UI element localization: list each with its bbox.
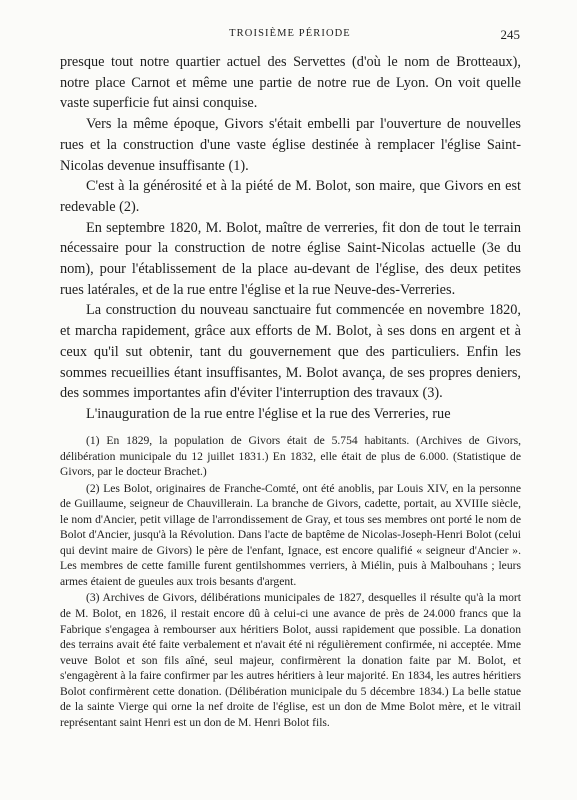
footnote: (1) En 1829, la population de Givors était de 5.754 habitants. (Archives de Givors, délibération municipale du 12 juillet 1831.) En 1832, elle était de plus de 6.000. (Statistique de Givors, par le docteur Brachet.) [60, 434, 521, 479]
paragraph: En septembre 1820, M. Bolot, maître de verreries, fit don de tout le terrain nécessaire pour la construction de notre église Saint-Nicolas actuelle (3e du nom), pour l'établissement de la place au-devant de l'église, des deux petites rues latérales, et de la rue entre l'église et la rue Neuve-des-Verreries. [60, 219, 521, 298]
paragraph: presque tout notre quartier actuel des Servettes (d'où le nom de Brotteaux), notre place Carnot et même une partie de notre rue de Lyon. On voit quelle vaste superficie fut ainsi conquise. [60, 54, 521, 112]
running-title: TROISIÈME PÉRIODE [229, 28, 351, 39]
paragraph: La construction du nouveau sanctuaire fut commencée en novembre 1820, et marcha rapidement, grâce aux efforts de M. Bolot, à ses dons en argent et à ceux qu'il sut obtenir, tant du gouvernement que des particuliers. Enfin les sommes recueillies étant insuffisantes, M. Bolot avança, de ses propres deniers, des sommes importantes afin d'éviter l'interruption des travaux (3). [60, 302, 521, 402]
paragraph: C'est à la générosité et à la piété de M. Bolot, son maire, que Givors en est redevable (2). [60, 178, 521, 215]
footnote: (3) Archives de Givors, délibérations municipales de 1827, desquelles il résulte qu'à la mort de M. Bolot, en 1826, il restait encore dû à celui-ci une avance de près de 24.000 francs que la Fabrique s'engagea à rembourser aux héritiers Bolot, aussi rapidement que possible. La donation des terrains avait été faite verbalement et n'avait été ni régulièrement confirmée, ni acceptée. Mme veuve Bolot et son fils aîné, seul majeur, confirmèrent la donation faite par M. Bolot, et s'engagèrent à la faire confirmer par les autres héritiers à leur majorité. En 1834, les autres héritiers Bolot confirmèrent cette donation. (Délibération municipale du 5 décembre 1834.) La belle statue de la sainte Vierge qui orne la nef droite de l'église, est un don de Mme Bolot mère, et le vitrail représentant saint Henri est un don de M. Henri Bolot fils. [60, 591, 521, 729]
running-head [60, 27, 520, 43]
paragraph: L'inauguration de la rue entre l'église et la rue des Verreries, rue [86, 405, 451, 422]
footnotes [60, 433, 521, 731]
footnote: (2) Les Bolot, originaires de Franche-Comté, ont été anoblis, par Louis XIV, en la personne de Guillaume, seigneur de Chauvillerain. La branche de Givors, cadette, portait, au XVIIIe siècle, le nom d'Ancier, petit village de l'arrondissement de Gray, et tous ses membres ont porté le nom de Bolot d'Ancier, jusqu'à la Révolution. Dans l'acte de baptême de Nicolas-Joseph-Henri Bolot (celui qui devint maire de Givors) le père de l'enfant, Ignace, est encore qualifié « seigneur d'Ancier ». Les membres de cette famille furent gentilshommes verriers, à Miélin, puis à Malbouhans ; leurs armes étaient de gueules aux trois besants d'argent. [60, 481, 521, 588]
main-text [60, 52, 521, 425]
paragraph: Vers la même époque, Givors s'était embelli par l'ouverture de nouvelles rues et la construction d'une vaste église destinée à remplacer l'église Saint-Nicolas devenue insuffisante (1). [60, 116, 521, 174]
page-number: 245 [500, 27, 520, 42]
